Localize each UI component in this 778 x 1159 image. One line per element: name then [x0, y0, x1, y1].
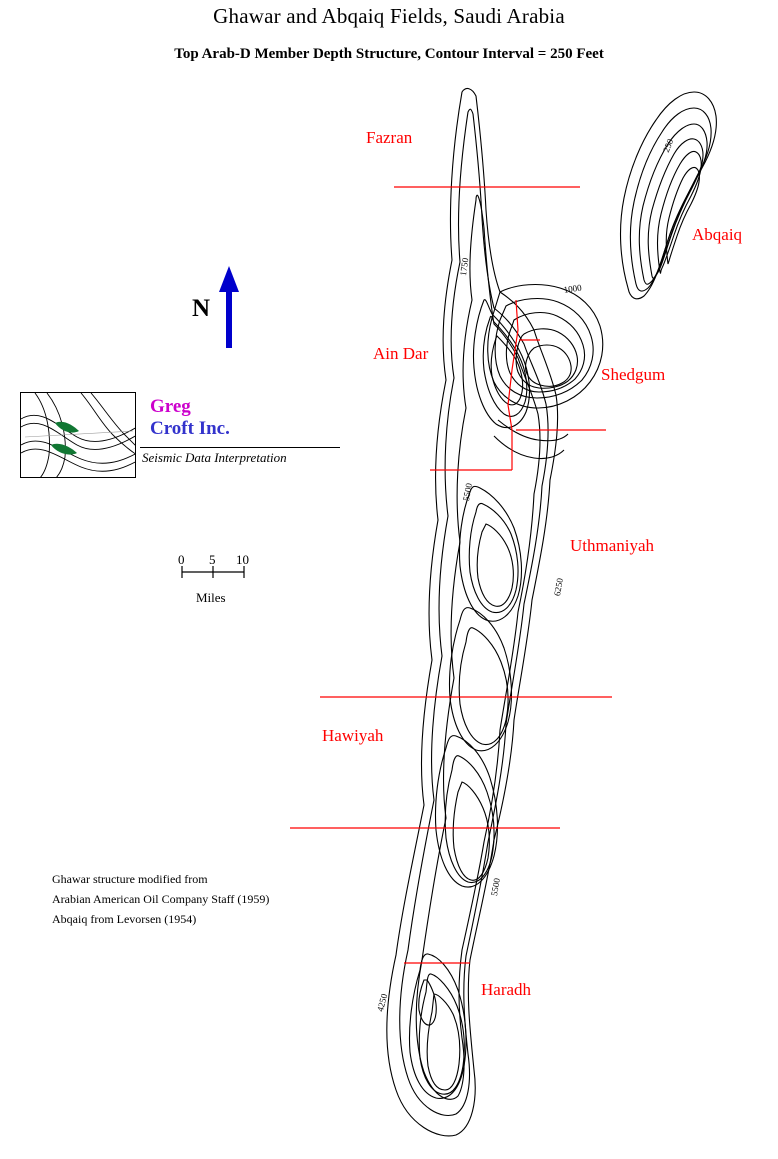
north-letter: N: [192, 295, 211, 322]
field-label-shedgum: Shedgum: [601, 365, 666, 384]
scale-tick-0: 0: [178, 552, 185, 567]
company-tagline: Seismic Data Interpretation: [142, 450, 287, 465]
contour-value-label: 5500: [461, 482, 474, 502]
field-label-fazran: Fazran: [366, 128, 413, 147]
contour-value-label: 4250: [375, 992, 390, 1013]
credit-line: Ghawar structure modified from: [52, 872, 208, 886]
logo-icon: [20, 392, 136, 478]
field-boundary-lines: [290, 187, 612, 963]
contour-lines-ghawar: [387, 89, 603, 1136]
contour-value-label: 6250: [552, 577, 565, 597]
contour-value-label: 5500: [489, 877, 502, 897]
contour-value-label: 250: [661, 137, 676, 154]
contour-value-label: 1750: [458, 257, 471, 277]
page-subtitle: Top Arab-D Member Depth Structure, Contour Interval = 250 Feet: [174, 46, 604, 62]
contour-value-label: 1000: [563, 282, 583, 295]
field-label-abqaiq: Abqaiq: [692, 225, 743, 244]
scale-tick-1: 5: [209, 552, 216, 567]
credit-line: Abqaiq from Levorsen (1954): [52, 912, 197, 926]
scale-tick-2: 10: [236, 552, 249, 567]
scale-units-label: Miles: [196, 590, 226, 605]
field-label-uthmaniyah: Uthmaniyah: [570, 536, 655, 555]
credit-line: Arabian American Oil Company Staff (1959): [52, 892, 270, 906]
company-name-line-1: Greg: [150, 396, 191, 417]
field-label-hawiyah: Hawiyah: [322, 726, 384, 745]
company-name-line-2: Croft Inc.: [150, 418, 230, 439]
page-title: Ghawar and Abqaiq Fields, Saudi Arabia: [213, 4, 565, 28]
contour-lines-abqaiq: [621, 92, 717, 299]
field-label-ain-dar: Ain Dar: [373, 344, 429, 363]
north-arrow-icon: [219, 266, 239, 348]
tagline-divider: [140, 447, 340, 448]
field-label-haradh: Haradh: [481, 980, 532, 999]
